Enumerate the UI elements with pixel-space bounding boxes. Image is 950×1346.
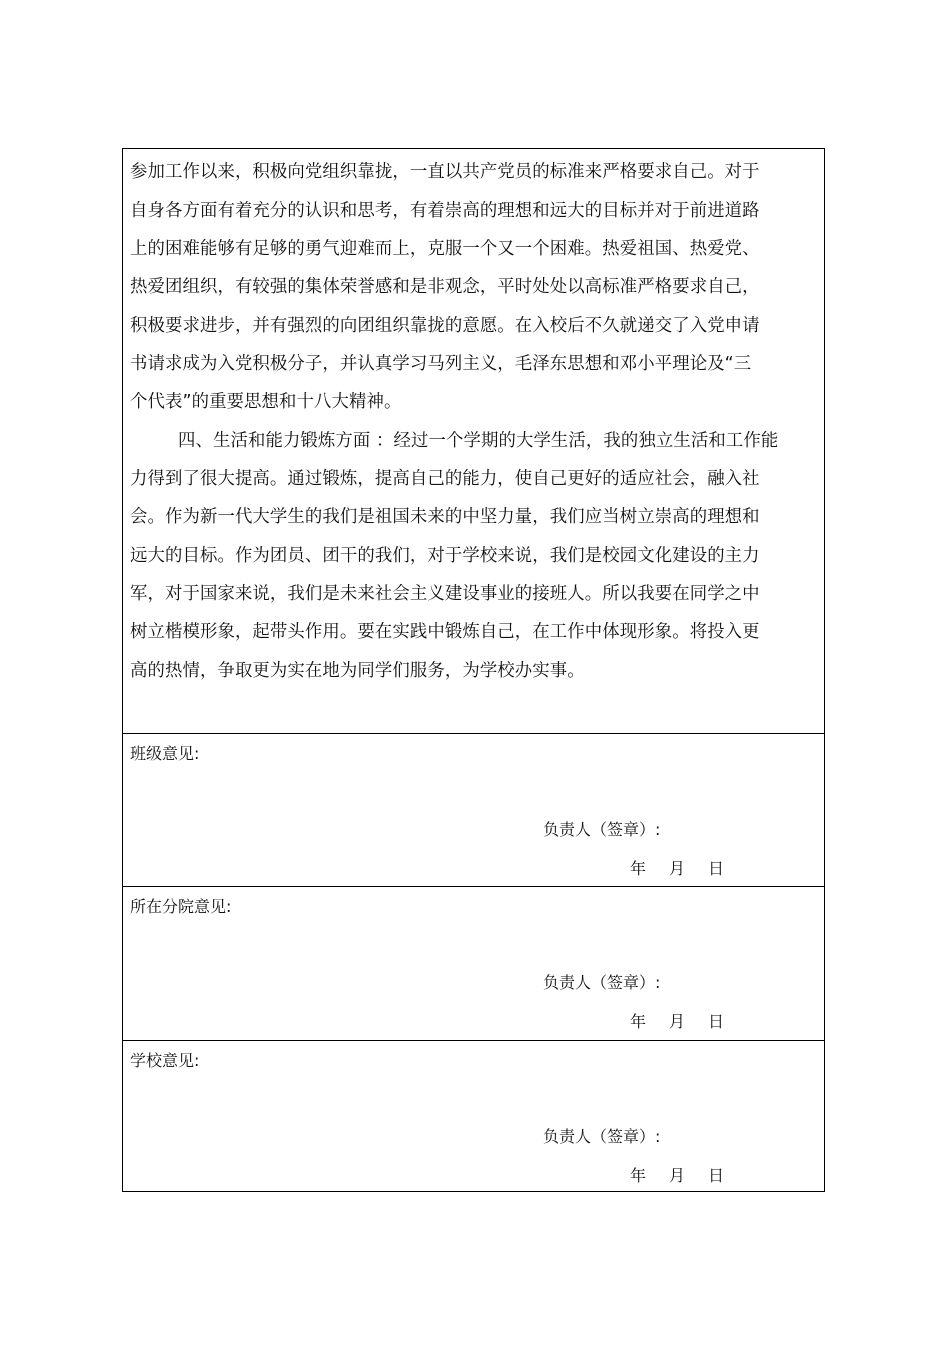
section-four-heading-line: 四、生活和能力锻炼方面 ：经过一个学期的大学生活，我的独立生活和工作能 xyxy=(178,431,779,451)
statement-line: 上的困难能够有足够的勇气迎难而上，克服一个又一个困难。热爱祖国、热爱党、 xyxy=(130,239,760,259)
college-opinion-cell xyxy=(123,887,824,1041)
statement-line: 个代表”的重要思想和十八大精神。 xyxy=(130,392,402,412)
statement-line: 力得到了很大提高。通过锻炼，提高自己的能力，使自己更好的适应社会，融入社 xyxy=(130,469,760,489)
day-label: 日 xyxy=(708,1166,725,1185)
statement-line: 高的热情，争取更为实在地为同学们服务，为学校办实事。 xyxy=(130,661,585,681)
school-opinion-cell xyxy=(123,1041,824,1191)
month-label: 月 xyxy=(669,1166,686,1185)
statement-line: 参加工作以来，积极向党组织靠拢，一直以共产党员的标准来严格要求自己。对于 xyxy=(130,162,760,182)
year-label: 年 xyxy=(630,859,647,878)
class-opinion-cell xyxy=(123,734,824,887)
month-label: 月 xyxy=(669,859,686,878)
day-label: 日 xyxy=(708,1012,725,1031)
year-label: 年 xyxy=(630,1166,647,1185)
application-form-table xyxy=(122,148,825,1192)
school-signer-label: 负责人（签章）: xyxy=(543,1127,661,1146)
statement-line: 军，对于国家来说，我们是未来社会主义建设事业的接班人。所以我要在同学之中 xyxy=(130,584,760,604)
class-opinion-label: 班级意见: xyxy=(130,744,200,763)
personal-statement-cell xyxy=(123,149,824,734)
statement-line: 书请求成为入党积极分子，并认真学习马列主义，毛泽东思想和邓小平理论及“三 xyxy=(130,354,752,374)
month-label: 月 xyxy=(669,1012,686,1031)
statement-line: 树立楷模形象，起带头作用。要在实践中锻炼自己，在工作中体现形象。将投入更 xyxy=(130,622,760,642)
school-opinion-label: 学校意见: xyxy=(130,1051,200,1070)
college-signer-label: 负责人（签章）: xyxy=(543,973,661,992)
class-signer-label: 负责人（签章）: xyxy=(543,820,661,839)
class-date-row xyxy=(630,859,747,879)
school-date-row xyxy=(630,1166,747,1186)
college-opinion-label: 所在分院意见: xyxy=(130,897,232,916)
day-label: 日 xyxy=(708,859,725,878)
year-label: 年 xyxy=(630,1012,647,1031)
statement-line: 自身各方面有着充分的认识和思考，有着崇高的理想和远大的目标并对于前进道路 xyxy=(130,201,760,221)
statement-line: 远大的目标。作为团员、团干的我们，对于学校来说，我们是校园文化建设的主力 xyxy=(130,546,760,566)
statement-line: 会。作为新一代大学生的我们是祖国未来的中坚力量，我们应当树立崇高的理想和 xyxy=(130,507,760,527)
statement-line: 热爱团组织，有较强的集体荣誉感和是非观念，平时处处以高标准严格要求自己， xyxy=(130,277,760,297)
college-date-row xyxy=(630,1012,747,1032)
statement-line: 积极要求进步，并有强烈的向团组织靠拢的意愿。在入校后不久就递交了入党申请 xyxy=(130,316,760,336)
